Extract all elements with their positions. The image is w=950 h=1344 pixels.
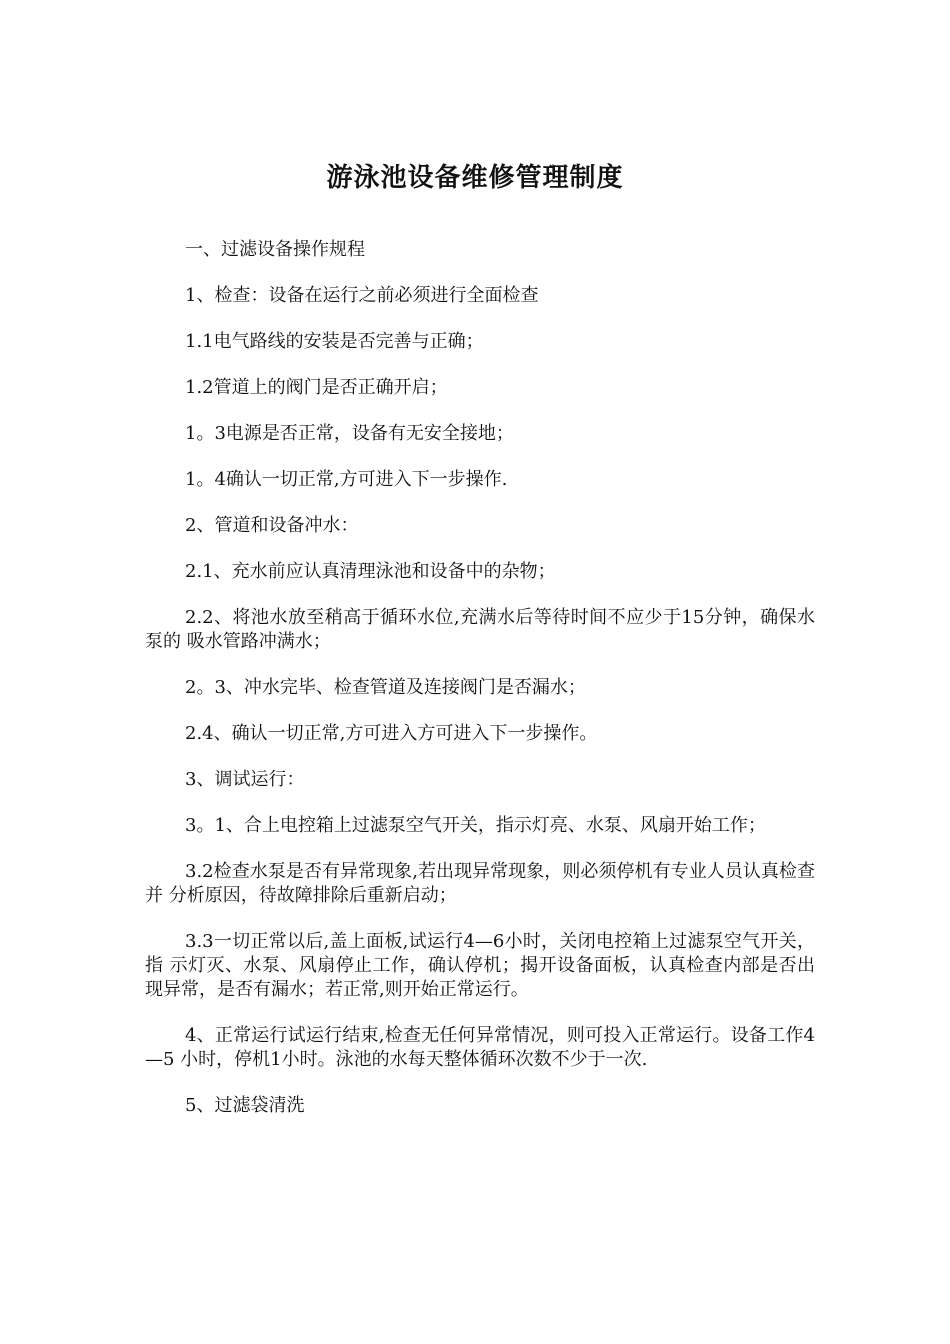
paragraph: 3.3一切正常以后,盖上面板,试运行4—6小时，关闭电控箱上过滤泵空气开关，指 示灯灭、水泵、风扇停止工作，确认停机；揭开设备面板，认真检查内部是否出 现异常，是否有漏水；若正常,则开始正常运行。 (145, 931, 815, 1000)
paragraph: 1。4确认一切正常,方可进入下一步操作. (185, 469, 508, 490)
document-body (145, 238, 815, 1140)
paragraph: 1、检查：设备在运行之前必须进行全面检查 (185, 285, 539, 306)
paragraph: 3。1、合上电控箱上过滤泵空气开关，指示灯亮、水泵、风扇开始工作； (185, 815, 766, 836)
document-title: 游泳池设备维修管理制度 (326, 163, 624, 193)
paragraph: 1.1电气路线的安装是否完善与正确； (185, 331, 484, 352)
paragraph: 1.2管道上的阀门是否正确开启； (185, 377, 448, 398)
paragraph: 4、正常运行试运行结束,检查无任何异常情况，则可投入正常运行。设备工作4—5 小时，停机1小时。泳池的水每天整体循环次数不少于一次. (145, 1025, 815, 1070)
paragraph: 5、过滤袋清洗 (185, 1095, 305, 1116)
paragraph: 2.1、充水前应认真清理泳池和设备中的杂物； (185, 561, 556, 582)
paragraph: 1。3电源是否正常，设备有无安全接地； (185, 423, 514, 444)
paragraph: 2。3、冲水完毕、检查管道及连接阀门是否漏水； (185, 677, 586, 698)
paragraph: 3.2检查水泵是否有异常现象,若出现异常现象，则必须停机有专业人员认真检查并 分析原因，待故障排除后重新启动； (145, 861, 815, 906)
paragraph: 2.4、确认一切正常,方可进入方可进入下一步操作。 (185, 723, 598, 744)
section-heading: 一、过滤设备操作规程 (185, 239, 365, 260)
paragraph: 2、管道和设备冲水： (185, 515, 359, 536)
paragraph: 2.2、将池水放至稍高于循环水位,充满水后等待时间不应少于15分钟，确保水泵的 吸水管路冲满水； (145, 607, 815, 652)
paragraph: 3、调试运行： (185, 769, 305, 790)
